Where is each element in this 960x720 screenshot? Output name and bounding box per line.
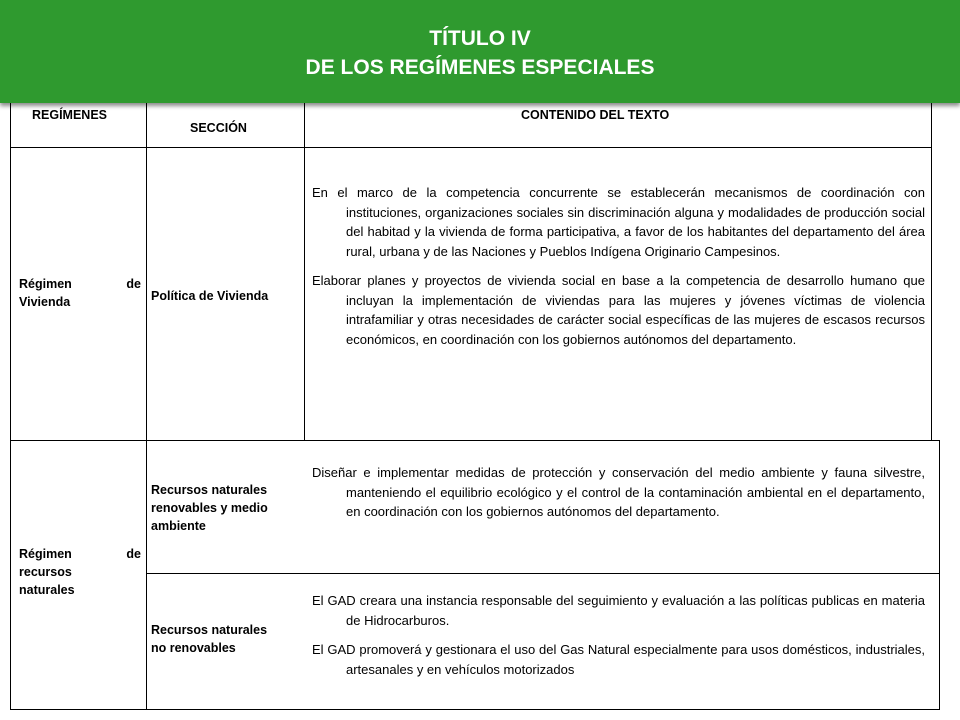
- grid-line: [939, 440, 940, 710]
- title-line-2: DE LOS REGÍMENES ESPECIALES: [305, 56, 655, 79]
- grid-line: [931, 100, 932, 440]
- seccion-renovables: [151, 481, 268, 535]
- paragraph: El GAD creara una instancia responsable del seguimiento y evaluación a las políticas publicas en materia de Hidrocarburos.: [312, 593, 925, 628]
- regimen-label-line: Régimen de: [19, 277, 141, 291]
- seccion-label-line: renovables y medio: [151, 501, 268, 515]
- seccion-label-line: ambiente: [151, 519, 206, 533]
- grid-line: [146, 573, 940, 574]
- regimen-label-line: recursos: [19, 565, 72, 579]
- seccion-no-renovables: [151, 621, 267, 657]
- header-seccion: SECCIÓN: [190, 121, 247, 135]
- grid-line: [10, 100, 11, 710]
- seccion-label-line: Recursos naturales: [151, 623, 268, 637]
- seccion-politica-vivienda: Política de Vivienda: [151, 289, 269, 303]
- grid-line: [10, 440, 940, 441]
- seccion-label-line: no renovables: [151, 641, 236, 655]
- grid-line: [304, 100, 305, 440]
- contenido-renovables: [312, 463, 925, 522]
- contenido-vivienda: [312, 183, 925, 349]
- grid-line: [146, 100, 147, 710]
- header-contenido: CONTENIDO DEL TEXTO: [521, 108, 670, 122]
- title-line-1: TÍTULO IV: [429, 27, 531, 50]
- paragraph: Elaborar planes y proyectos de vivienda social en base a la competencia de desarrollo humano que incluyan la implementación de viviendas para las mujeres y jóvenes víctimas de violencia intrafamiliar y otras necesidades de carácter social específicas de las mujeres de escasos recursos económicos, en coordinación con los gobiernos autónomos del departamento.: [312, 273, 925, 347]
- seccion-label-line: Recursos naturales: [151, 483, 268, 497]
- paragraph: En el marco de la competencia concurrente se establecerán mecanismos de coordinación con instituciones, organizaciones sociales sin discriminación alguna y modalidades de producción social del habitad y la vivienda de forma participativa, a favor de los habitantes del departamento del área rural, urbana y de las Naciones y Pueblos Indígena Originario Campesinos.: [312, 185, 925, 259]
- paragraph: Diseñar e implementar medidas de protección y conservación del medio ambiente y fauna silvestre, manteniendo el equilibrio ecológico y el control de la contaminación ambiental en el departamento, en coordinación con los gobiernos autónomos del departamento.: [312, 465, 925, 519]
- paragraph: El GAD promoverá y gestionara el uso del Gas Natural especialmente para usos domésticos, industriales, artesanales y en vehículos motorizados: [312, 642, 925, 677]
- contenido-no-renovables: [312, 591, 925, 679]
- regimen-label-line: Vivienda: [19, 295, 71, 309]
- grid-line: [10, 709, 940, 710]
- title-banner: [0, 0, 960, 103]
- regimen-label-line: Régimen de: [19, 547, 141, 561]
- regimen-recursos-label: [19, 545, 141, 599]
- header-regimenes: REGÍMENES: [32, 108, 108, 122]
- grid-line: [10, 147, 932, 148]
- regimen-vivienda-label: [19, 275, 141, 311]
- regimen-label-line: naturales: [19, 583, 75, 597]
